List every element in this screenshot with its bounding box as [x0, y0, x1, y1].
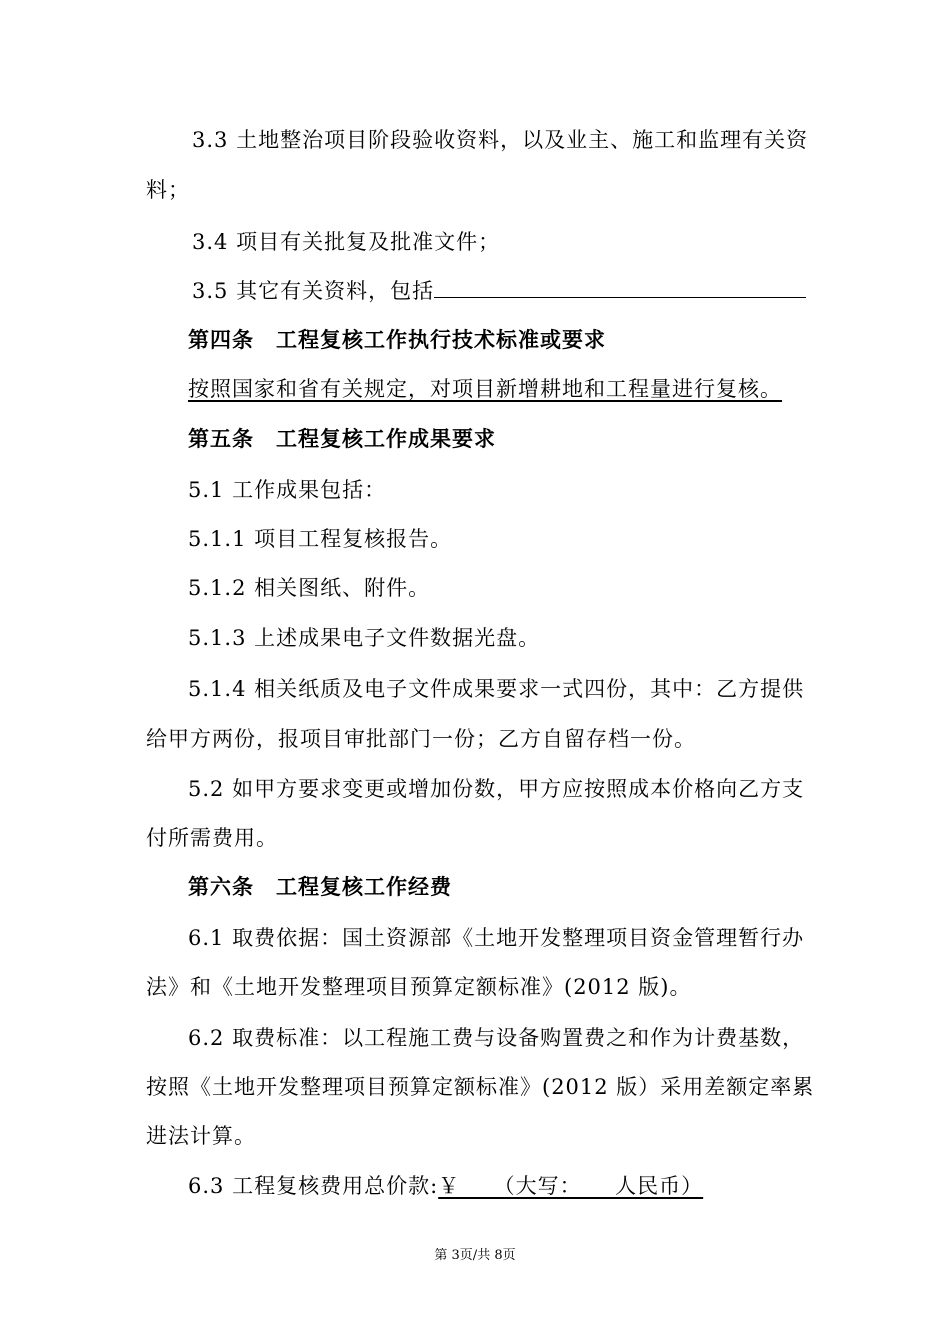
para-3-3-line1: 3.3 土地整治项目阶段验收资料，以及业主、施工和监理有关资: [192, 128, 809, 152]
para-6-1-line2: 法》和《土地开发整理项目预算定额标准》(2012 版)。: [146, 975, 692, 999]
article-5-title: 第五条 工程复核工作成果要求: [188, 426, 496, 451]
para-5-1-3: 5.1.3 上述成果电子文件数据光盘。: [188, 626, 541, 650]
article-6-title: 第六条 工程复核工作经费: [188, 874, 452, 899]
para-5-1-1: 5.1.1 项目工程复核报告。: [188, 527, 453, 551]
para-5-1-4-line2: 给甲方两份，报项目审批部门一份；乙方自留存档一份。: [146, 727, 696, 751]
article-4-title: 第四条 工程复核工作执行技术标准或要求: [188, 327, 606, 352]
para-6-1-line1: 6.1 取费依据：国土资源部《土地开发整理项目资金管理暂行办: [188, 926, 805, 950]
article-4-body: 按照国家和省有关规定，对项目新增耕地和工程量进行复核。: [188, 377, 782, 401]
para-5-1-2: 5.1.2 相关图纸、附件。: [188, 576, 431, 600]
para-6-2-line3: 进法计算。: [146, 1124, 256, 1148]
page-footer: 第 3页/共 8页: [434, 1248, 516, 1263]
fill-in-blank: [434, 277, 806, 298]
para-3-5-text: 3.5 其它有关资料，包括: [192, 279, 435, 303]
para-3-5: [192, 277, 806, 305]
para-5-2-line2: 付所需费用。: [146, 826, 278, 850]
para-6-2-line1: 6.2 取费标准：以工程施工费与设备购置费之和作为计费基数，: [188, 1026, 805, 1050]
para-5-1-4-line1: 5.1.4 相关纸质及电子文件成果要求一式四份，其中：乙方提供: [188, 677, 805, 701]
para-6-3-label: 6.3 工程复核费用总价款:: [188, 1174, 439, 1198]
para-3-4: 3.4 项目有关批复及批准文件；: [192, 230, 501, 254]
para-6-3: [188, 1172, 703, 1200]
para-3-3-line2: 料；: [146, 178, 190, 202]
total-price-value: ￥ （大写： 人民币）: [438, 1174, 704, 1198]
para-6-2-line2: 按照《土地开发整理项目预算定额标准》(2012 版）采用差额定率累: [146, 1075, 815, 1099]
para-5-2-line1: 5.2 如甲方要求变更或增加份数，甲方应按照成本价格向乙方支: [188, 777, 805, 801]
para-5-1: 5.1 工作成果包括：: [188, 478, 387, 502]
